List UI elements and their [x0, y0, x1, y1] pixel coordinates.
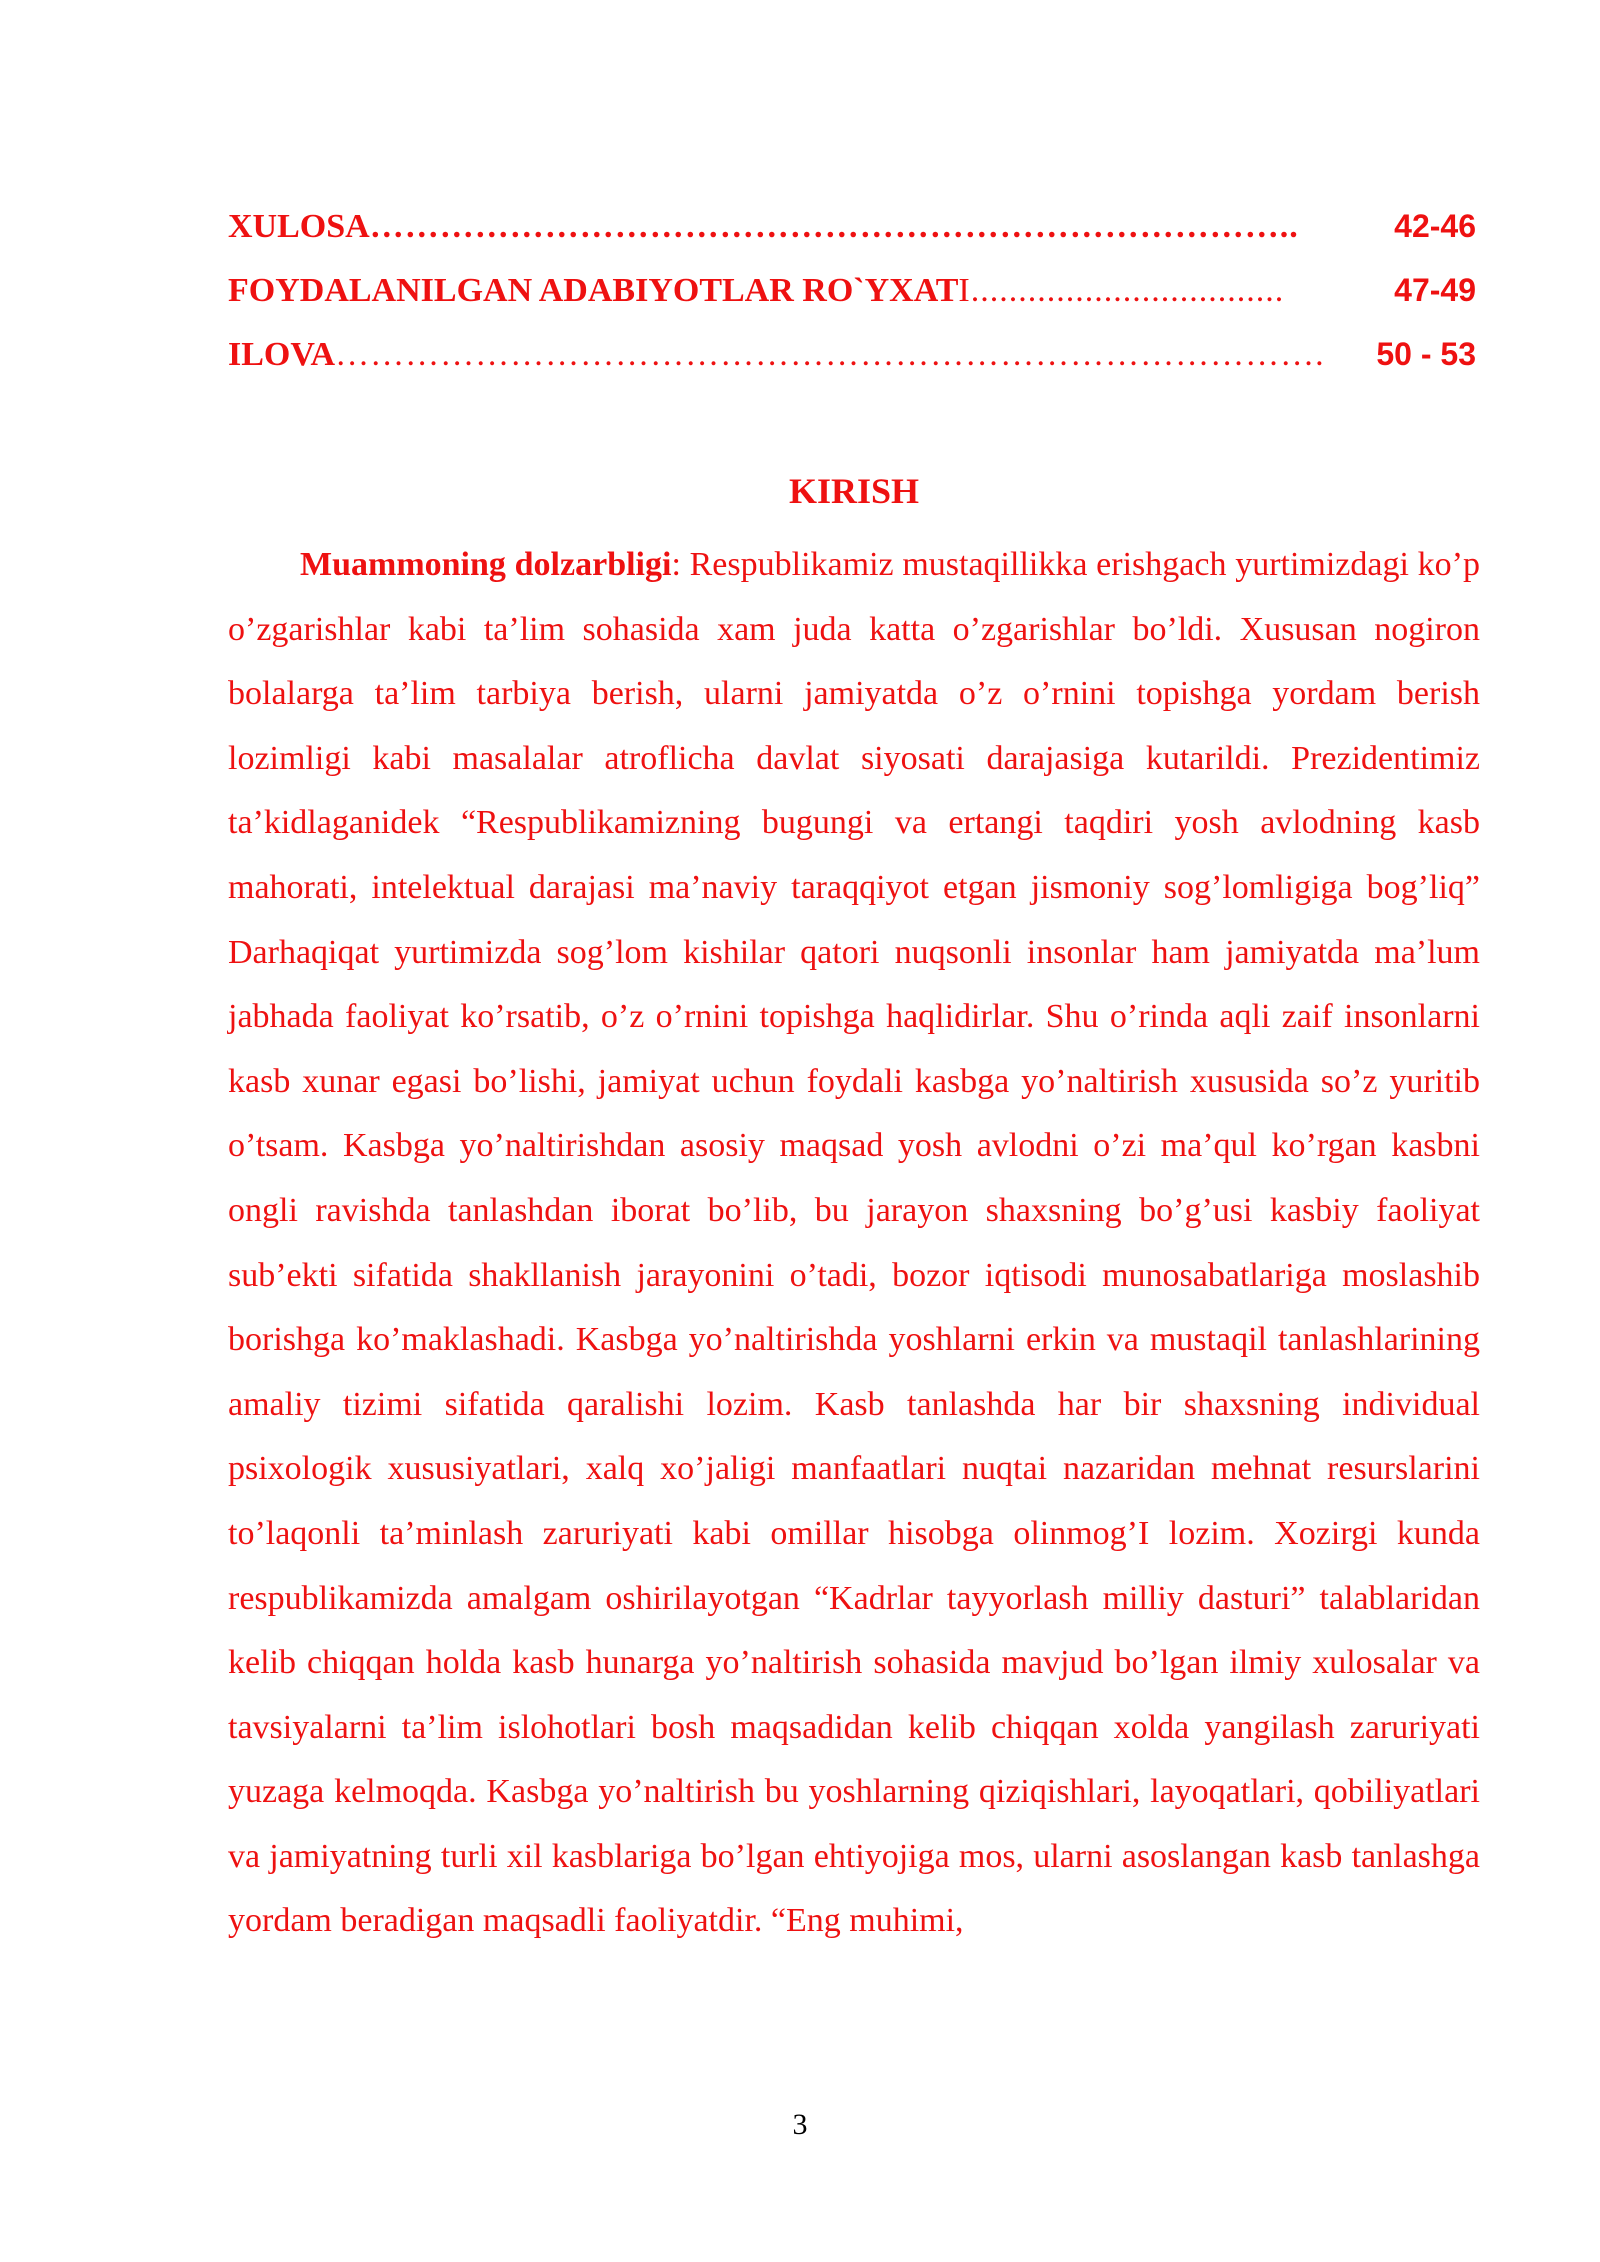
toc-entry-title: FOYDALANILGAN ADABIYOTLAR RO`YXAT [228, 272, 959, 309]
body-paragraph [228, 533, 1480, 1954]
toc-entry-title: XULOSA [228, 208, 370, 245]
toc-entry-leader: …………………………………………………………………………. [335, 336, 1325, 373]
page-number: 3 [792, 2108, 808, 2141]
toc-entry[interactable] [228, 336, 1476, 400]
toc-entry-leader: I................................. [958, 272, 1285, 309]
toc-entry[interactable] [228, 272, 1476, 336]
toc-entry-pages: 42-46 [1394, 208, 1476, 244]
toc-entry-title: ILOVA [228, 336, 336, 373]
paragraph-text: Respublikamiz mustaqillikka erishgach yurtimizdagi ko’p o’zgarishlar kabi ta’lim sohasida xam juda katta o’zgarishlar bo’ldi. Xususan nogiron bolalarga ta’lim tarbiya berish, ularni jamiyatda o’z o’rnini topishga yordam berish lozimligi kabi masalalar atroflicha davlat siyosati darajasiga kutarildi. Prezidentimiz ta’kidlaganidek “Respublikamizning bugungi va ertangi taqdiri yosh avlodning kasb mahorati, intelektual darajasi ma’naviy taraqqiyot etgan jismoniy sog’lomligiga bog’liq” Darhaqiqat yurtimizda sog’lom kishilar qatori nuqsonli insonlar ham jamiyatda ma’lum jabhada faoliyat ko’rsatib, o’z o’rnini topishga haqlidirlar. Shu o’rinda aqli zaif insonlarni kasb xunar egasi bo’lishi, jamiyat uchun foydali kasbga yo’naltirish xususida so’z yuritib o’tsam. Kasbga yo’naltirishdan asosiy maqsad yosh avlodni o’zi ma’qul ko’rgan kasbni ongli ravishda tanlashdan iborat bo’lib, bu jarayon shaxsning bo’g’usi kasbiy faoliyat sub’ekti sifatida shakllanish jarayonini o’tadi, bozor iqtisodi munosabatlariga moslashib borishga ko’maklashadi. Kasbga yo’naltirishda yoshlarni erkin va mustaqil tanlashlarining amaliy tizimi sifatida qaralishi lozim. Kasb tanlashda har bir shaxsning individual psixologik xususiyatlari, xalq xo’jaligi manfaatlari nuqtai nazaridan mehnat resurslarini to’laqonli ta’minlash zaruriyati kabi omillar hisobga olinmog’I lozim. Xozirgi kunda respublikamizda amalgam oshirilayotgan “Kadrlar tayyorlash milliy dasturi” talablaridan kelib chiqqan holda kasb hunarga yo’naltirish sohasida mavjud bo’lgan ilmiy xulosalar va tavsiyalarni ta’lim islohotlari bosh maqsadidan kelib chiqqan xolda yangilash zaruriyati yuzaga kelmoqda. Kasbga yo’naltirish bu yoshlarning qiziqishlari, layoqatlari, qobiliyatlari va jamiyatning turli xil kasblariga bo’lgan ehtiyojiga mos, ularni asoslangan kasb tanlashga yordam beradigan maqsadli faoliyatdir. “Eng muhimi, [228, 546, 1480, 1940]
table-of-contents [228, 208, 1476, 400]
section-heading: KIRISH [788, 471, 920, 511]
toc-entry-pages: 50 - 53 [1376, 336, 1476, 372]
toc-entry-pages: 47-49 [1394, 272, 1476, 308]
paragraph-lead: Muammoning dolzarbligi [300, 546, 672, 583]
toc-entry-leader: …………………………………………………………………….. [369, 208, 1299, 245]
toc-entry[interactable] [228, 208, 1476, 272]
lead-separator: : [671, 546, 681, 583]
